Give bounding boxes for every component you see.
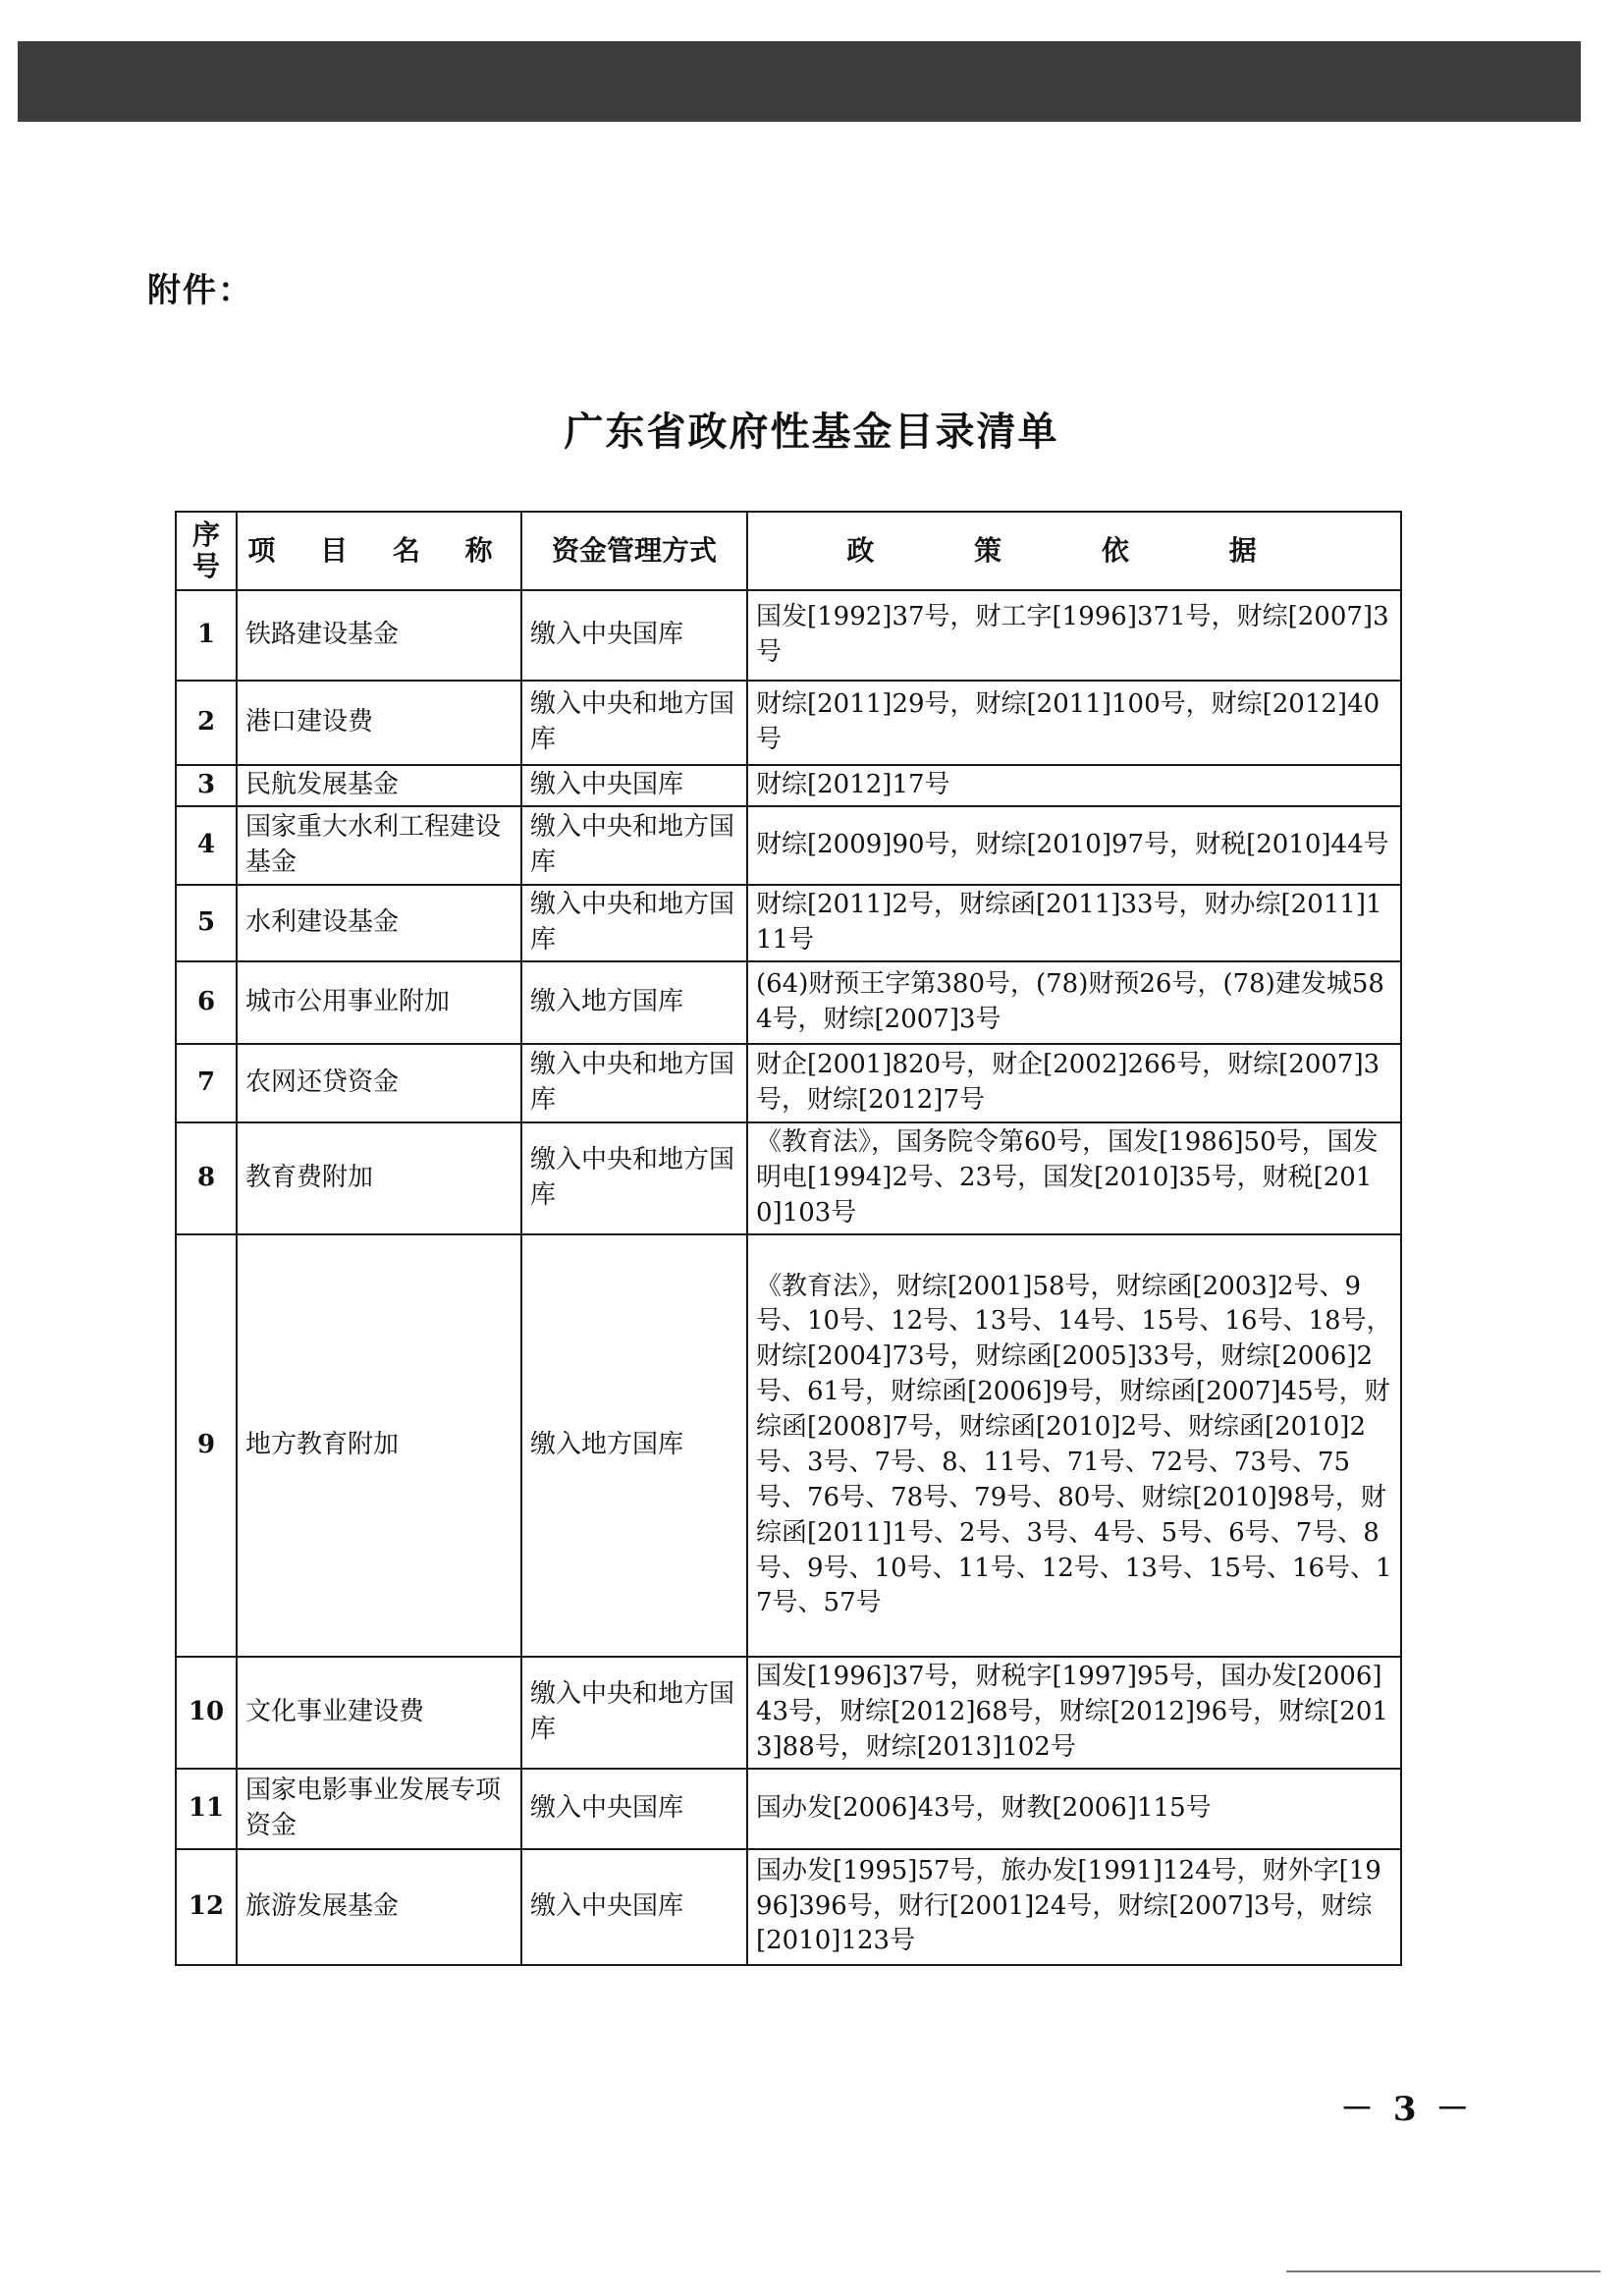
row-mode: 缴入中央国库 — [521, 1769, 747, 1849]
row-no: 12 — [176, 1849, 237, 1965]
table-row — [176, 961, 1401, 1044]
document-title: 广东省政府性基金目录清单 — [564, 409, 1059, 455]
row-basis: 财综[2011]2号，财综函[2011]33号，财办综[2011]111号 — [747, 885, 1401, 961]
row-basis: 《教育法》，财综[2001]58号，财综函[2003]2号、9号、10号、12号、13号、14号、15号、16号、18号，财综[2004]73号，财综函[2005]33号，财综[2006]2号、61号，财综函[2006]9号，财综函[2007]45号，财综函[2008]7号，财综函[2010]2号、财综函[2010]2号、3号、7号、8、11号、71号、72号、73号、75号、76号、78号、79号、80号、财综[2010]98号，财综函[2011]1号、2号、3号、4号、5号、6号、7号、8号、9号、10号、11号、12号、13号、15号、16号、17号、57号 — [747, 1234, 1401, 1657]
column-header-name: 项 目 名 称 — [237, 512, 521, 590]
row-basis: 财综[2009]90号，财综[2010]97号，财税[2010]44号 — [747, 806, 1401, 885]
row-name: 水利建设基金 — [237, 885, 521, 961]
row-basis: 财企[2001]820号，财企[2002]266号，财综[2007]3号，财综[2012]7号 — [747, 1044, 1401, 1122]
row-name: 旅游发展基金 — [237, 1849, 521, 1965]
column-header-no: 序号 — [176, 512, 237, 590]
row-name: 铁路建设基金 — [237, 590, 521, 681]
row-no: 9 — [176, 1234, 237, 1657]
row-name: 民航发展基金 — [237, 765, 521, 806]
table-row — [176, 1234, 1401, 1657]
row-basis: 国发[1996]37号，财税字[1997]95号，国办发[2006]43号，财综[2012]68号，财综[2012]96号，财综[2013]88号，财综[2013]102号 — [747, 1657, 1401, 1769]
row-name: 城市公用事业附加 — [237, 961, 521, 1044]
row-mode: 缴入中央和地方国库 — [521, 885, 747, 961]
footer-rule — [1286, 2270, 1600, 2272]
row-basis: 财综[2012]17号 — [747, 765, 1401, 806]
table-row — [176, 765, 1401, 806]
row-no: 2 — [176, 681, 237, 765]
row-no: 8 — [176, 1122, 237, 1234]
row-mode: 缴入中央和地方国库 — [521, 1122, 747, 1234]
row-basis: 财综[2011]29号，财综[2011]100号，财综[2012]40号 — [747, 681, 1401, 765]
row-no: 7 — [176, 1044, 237, 1122]
table-row — [176, 590, 1401, 681]
row-basis: 国办发[2006]43号，财教[2006]115号 — [747, 1769, 1401, 1849]
row-no: 4 — [176, 806, 237, 885]
row-mode: 缴入中央国库 — [521, 590, 747, 681]
row-name: 国家电影事业发展专项资金 — [237, 1769, 521, 1849]
table-row — [176, 885, 1401, 961]
table-header-row — [176, 512, 1401, 590]
row-basis: 国办发[1995]57号，旅办发[1991]124号，财外字[1996]396号，财行[2001]24号，财综[2007]3号，财综[2010]123号 — [747, 1849, 1401, 1965]
row-basis: 国发[1992]37号，财工字[1996]371号，财综[2007]3号 — [747, 590, 1401, 681]
row-mode: 缴入中央国库 — [521, 1849, 747, 1965]
fund-catalog-table — [175, 511, 1402, 1966]
table-row — [176, 1122, 1401, 1234]
row-no: 6 — [176, 961, 237, 1044]
row-mode: 缴入地方国库 — [521, 961, 747, 1044]
table-row — [176, 1849, 1401, 1965]
table-row — [176, 1044, 1401, 1122]
row-name: 港口建设费 — [237, 681, 521, 765]
table-row — [176, 681, 1401, 765]
row-no: 3 — [176, 765, 237, 806]
row-name: 国家重大水利工程建设基金 — [237, 806, 521, 885]
row-no: 10 — [176, 1657, 237, 1769]
row-mode: 缴入中央和地方国库 — [521, 1657, 747, 1769]
column-header-basis: 政 策 依 据 — [747, 512, 1401, 590]
row-mode: 缴入中央和地方国库 — [521, 681, 747, 765]
row-mode: 缴入地方国库 — [521, 1234, 747, 1657]
column-header-mode: 资金管理方式 — [521, 512, 747, 590]
row-name: 文化事业建设费 — [237, 1657, 521, 1769]
table-row — [176, 1657, 1401, 1769]
row-basis: (64)财预王字第380号，(78)财预26号，(78)建发城584号，财综[2007]3号 — [747, 961, 1401, 1044]
row-basis: 《教育法》，国务院令第60号，国发[1986]50号，国发明电[1994]2号、23号，国发[2010]35号，财税[2010]103号 — [747, 1122, 1401, 1234]
scan-top-bar — [18, 41, 1581, 122]
row-name: 地方教育附加 — [237, 1234, 521, 1657]
row-no: 11 — [176, 1769, 237, 1849]
page-number: － 3 － — [1340, 2090, 1474, 2129]
row-no: 1 — [176, 590, 237, 681]
row-name: 教育费附加 — [237, 1122, 521, 1234]
row-mode: 缴入中央和地方国库 — [521, 1044, 747, 1122]
table-row — [176, 806, 1401, 885]
table-row — [176, 1769, 1401, 1849]
row-no: 5 — [176, 885, 237, 961]
row-mode: 缴入中央国库 — [521, 765, 747, 806]
row-mode: 缴入中央和地方国库 — [521, 806, 747, 885]
row-name: 农网还贷资金 — [237, 1044, 521, 1122]
attachment-label: 附件： — [147, 271, 253, 310]
